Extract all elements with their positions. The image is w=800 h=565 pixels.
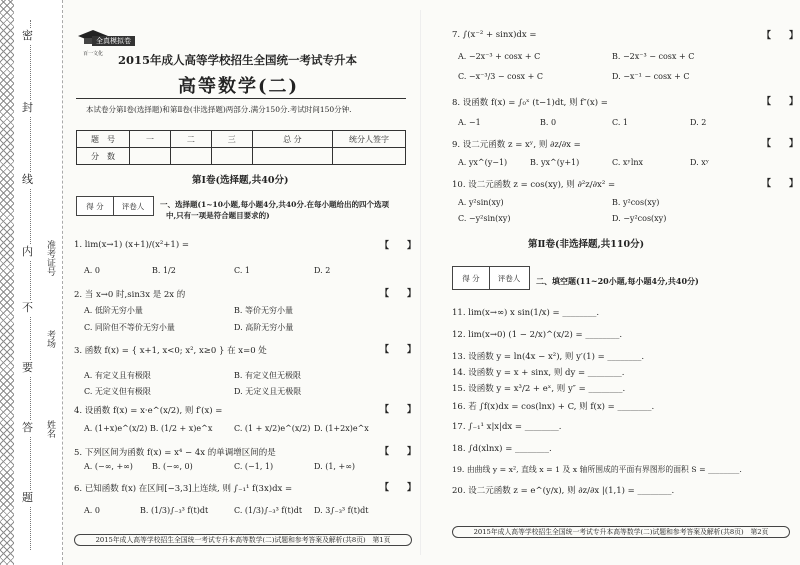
option: B. (−∞, 0) — [152, 462, 193, 471]
seal-char: 密 — [22, 29, 33, 42]
score-cell — [333, 148, 406, 165]
option: C. (1 + x/2)e^(x/2) — [234, 424, 311, 433]
answer-bracket: 【 】 — [380, 289, 417, 299]
answer-bracket: 【 】 — [762, 97, 799, 107]
fill-blank: 19. 由曲线 y = x², 直线 x = 1 及 x 轴所围成的平面有界图形的面积 S = ________. — [452, 465, 742, 474]
option: D. 2 — [690, 118, 707, 127]
answer-bracket: 【 】 — [380, 345, 417, 355]
logo-text: 百一文化 — [82, 51, 103, 57]
seal-char: 要 — [22, 361, 33, 374]
option: B. (1/2 + x)e^x — [150, 424, 213, 433]
question-stem: 1. lim(x→1) (x+1)/(x²+1) = — [74, 240, 189, 250]
option: C. −y²sin(xy) — [458, 214, 511, 223]
score-cell — [211, 148, 252, 165]
part2-heading: 第Ⅱ卷(非选择题,共110分) — [528, 239, 645, 250]
subject-title: 高等数学(二) — [178, 76, 300, 97]
option: B. −2x⁻³ − cosx + C — [612, 52, 695, 61]
score-box-label: 得 分 — [77, 197, 114, 215]
field-exam-number: 准考证号 — [45, 240, 55, 276]
seal-char: 线 — [22, 173, 33, 186]
part1-heading: 第Ⅰ卷(选择题,共40分) — [192, 175, 289, 186]
option: D. 2 — [314, 266, 331, 275]
question-stem: 7. ∫(x⁻² + sinx)dx = — [452, 30, 537, 40]
badge: 全真模拟卷 — [92, 36, 135, 46]
score-box-label: 评卷人 — [121, 201, 145, 211]
seal-char: 答 — [22, 421, 33, 434]
fill-blank: 13. 设函数 y = ln(4x − x²), 则 y′(1) = ________. — [452, 352, 645, 362]
option: C. 无定义但有极限 — [84, 387, 151, 396]
option: C. 1 — [234, 266, 251, 275]
fill-blank: 18. ∫d(xlnx) = ________. — [452, 444, 552, 454]
score-table — [76, 130, 406, 165]
score-cell — [130, 148, 171, 165]
option: A. 有定义且有极限 — [84, 371, 151, 380]
answer-bracket: 【 】 — [762, 179, 799, 189]
fill-blank: 14. 设函数 y = x + sinx, 则 dy = ________. — [452, 368, 625, 378]
question-stem: 9. 设二元函数 z = xʸ, 则 ∂z/∂x = — [452, 140, 581, 150]
question-stem: 8. 设函数 f(x) = ∫₀ˣ (t−1)dt, 则 f″(x) = — [452, 98, 608, 108]
fill-blank: 17. ∫₋₁¹ x|x|dx = ________. — [452, 422, 562, 432]
section-1-line2: 中,只有一项是符合题目要求的) — [166, 211, 270, 220]
option: A. −1 — [458, 118, 481, 127]
binding-pattern — [0, 0, 14, 565]
seal-char: 封 — [22, 101, 33, 114]
option: A. −2x⁻³ + cosx + C — [458, 52, 541, 61]
option: A. y²sin(xy) — [458, 198, 504, 207]
option: C. −x⁻³/3 − cosx + C — [458, 72, 543, 81]
score-cell — [170, 148, 211, 165]
question-stem: 2. 当 x→0 时,sin3x 是 2x 的 — [74, 290, 186, 300]
fill-blank: 16. 若 ∫f(x)dx = cos(lnx) + C, 则 f(x) = ________. — [452, 402, 655, 412]
option: B. 有定义但无极限 — [234, 371, 301, 380]
score-header-cell: 三 — [211, 131, 252, 148]
option: B. 1/2 — [152, 266, 176, 275]
score-cell — [252, 148, 332, 165]
instructions: 本试卷分第Ⅰ卷(选择题)和第Ⅱ卷(非选择题)两部分.满分150分.考试时间150分钟. — [86, 105, 352, 114]
seal-char: 不 — [22, 301, 33, 314]
answer-bracket: 【 】 — [380, 483, 417, 493]
question-stem: 10. 设二元函数 z = cos(xy), 则 ∂²z/∂x² = — [452, 180, 616, 190]
question-stem: 3. 函数 f(x) = { x+1, x<0; x², x≥0 } 在 x=0 处 — [74, 346, 267, 356]
score-box-2 — [452, 266, 530, 290]
option: B. 等价无穷小量 — [234, 306, 293, 315]
option: A. (−∞, +∞) — [84, 462, 133, 471]
fill-blank: 12. lim(x→0) (1 − 2/x)^(x/2) = ________. — [452, 330, 623, 340]
option: B. yx^(y+1) — [530, 158, 580, 167]
answer-bracket: 【 】 — [380, 405, 417, 415]
question-stem: 6. 已知函数 f(x) 在区间[−3,3]上连续, 则 ∫₋₁¹ f(3x)dx = — [74, 484, 293, 494]
option: D. (1+2x)e^x — [314, 424, 369, 433]
option: D. 高阶无穷小量 — [234, 323, 294, 332]
question-stem: 5. 下列区间为函数 f(x) = x⁴ − 4x 的单调增区间的是 — [74, 448, 276, 458]
option: D. −y²cos(xy) — [612, 214, 667, 223]
exam-title: 2015年成人高等学校招生全国统一考试专升本 — [118, 53, 358, 67]
option: D. −x⁻¹ − cosx + C — [612, 72, 690, 81]
page-divider — [420, 10, 421, 555]
option: D. xʸ — [690, 158, 710, 167]
fill-blank: 11. lim(x→∞) x sin(1/x) = ________. — [452, 308, 600, 318]
option: A. 低阶无穷小量 — [84, 306, 143, 315]
option: B. y²cos(xy) — [612, 198, 660, 207]
section-2-title: 二、填空题(11~20小题,每小题4分,共40分) — [536, 276, 699, 286]
option: C. 1 — [612, 118, 629, 127]
section-1-line1: 一、选择题(1~10小题,每小题4分,共40分.在每小题给出的四个选项 — [160, 200, 389, 209]
answer-bracket: 【 】 — [762, 139, 799, 149]
answer-bracket: 【 】 — [380, 447, 417, 457]
seal-char: 内 — [22, 245, 33, 258]
field-name: 姓名 — [45, 420, 55, 438]
option: C. (1/3)∫₋₃³ f(t)dt — [234, 506, 303, 515]
option: D. 3∫₋₃³ f(t)dt — [314, 506, 369, 515]
option: C. 同阶但不等价无穷小量 — [84, 323, 175, 332]
option: A. 0 — [84, 266, 100, 275]
score-header-cell: 二 — [170, 131, 211, 148]
binding-margin — [0, 0, 63, 565]
option: C. (−1, 1) — [234, 462, 274, 471]
score-label-cell: 分 数 — [77, 148, 130, 165]
fill-blank: 20. 设二元函数 z = e^(y/x), 则 ∂z/∂x |(1,1) = ________. — [452, 486, 675, 496]
option: A. yx^(y−1) — [458, 158, 508, 167]
answer-bracket: 【 】 — [762, 31, 799, 41]
score-box-label: 得 分 — [453, 267, 490, 289]
score-box-label: 评卷人 — [497, 273, 521, 283]
option: A. 0 — [84, 506, 100, 515]
option: C. xʸlnx — [612, 158, 644, 167]
option: D. (1, +∞) — [314, 462, 355, 471]
field-exam-room: 考场 — [45, 330, 55, 348]
option: B. 0 — [540, 118, 557, 127]
question-stem: 4. 设函数 f(x) = x·e^(x/2), 则 f′(x) = — [74, 406, 223, 416]
footer-left: 2015年成人高等学校招生全国统一考试专升本高等数学(二)试题和参考答案及解析(共8页) 第1页 — [74, 534, 412, 546]
score-header-cell: 统分人签字 — [333, 131, 406, 148]
fill-blank: 15. 设函数 y = x³/2 + eˣ, 则 y″ = ________. — [452, 384, 626, 394]
seal-char: 题 — [22, 491, 33, 504]
score-header-cell: 总 分 — [252, 131, 332, 148]
option: A. (1+x)e^(x/2) — [84, 424, 148, 433]
footer-right: 2015年成人高等学校招生全国统一考试专升本高等数学(二)试题和参考答案及解析(共8页) 第2页 — [452, 526, 790, 538]
answer-bracket: 【 】 — [380, 241, 417, 251]
score-header-cell: 题 号 — [77, 131, 130, 148]
score-box-1 — [76, 196, 154, 216]
option: D. 无定义且无极限 — [234, 387, 302, 396]
score-header-cell: 一 — [130, 131, 171, 148]
rule — [76, 98, 406, 99]
option: B. (1/3)∫₋₃³ f(t)dt — [140, 506, 209, 515]
